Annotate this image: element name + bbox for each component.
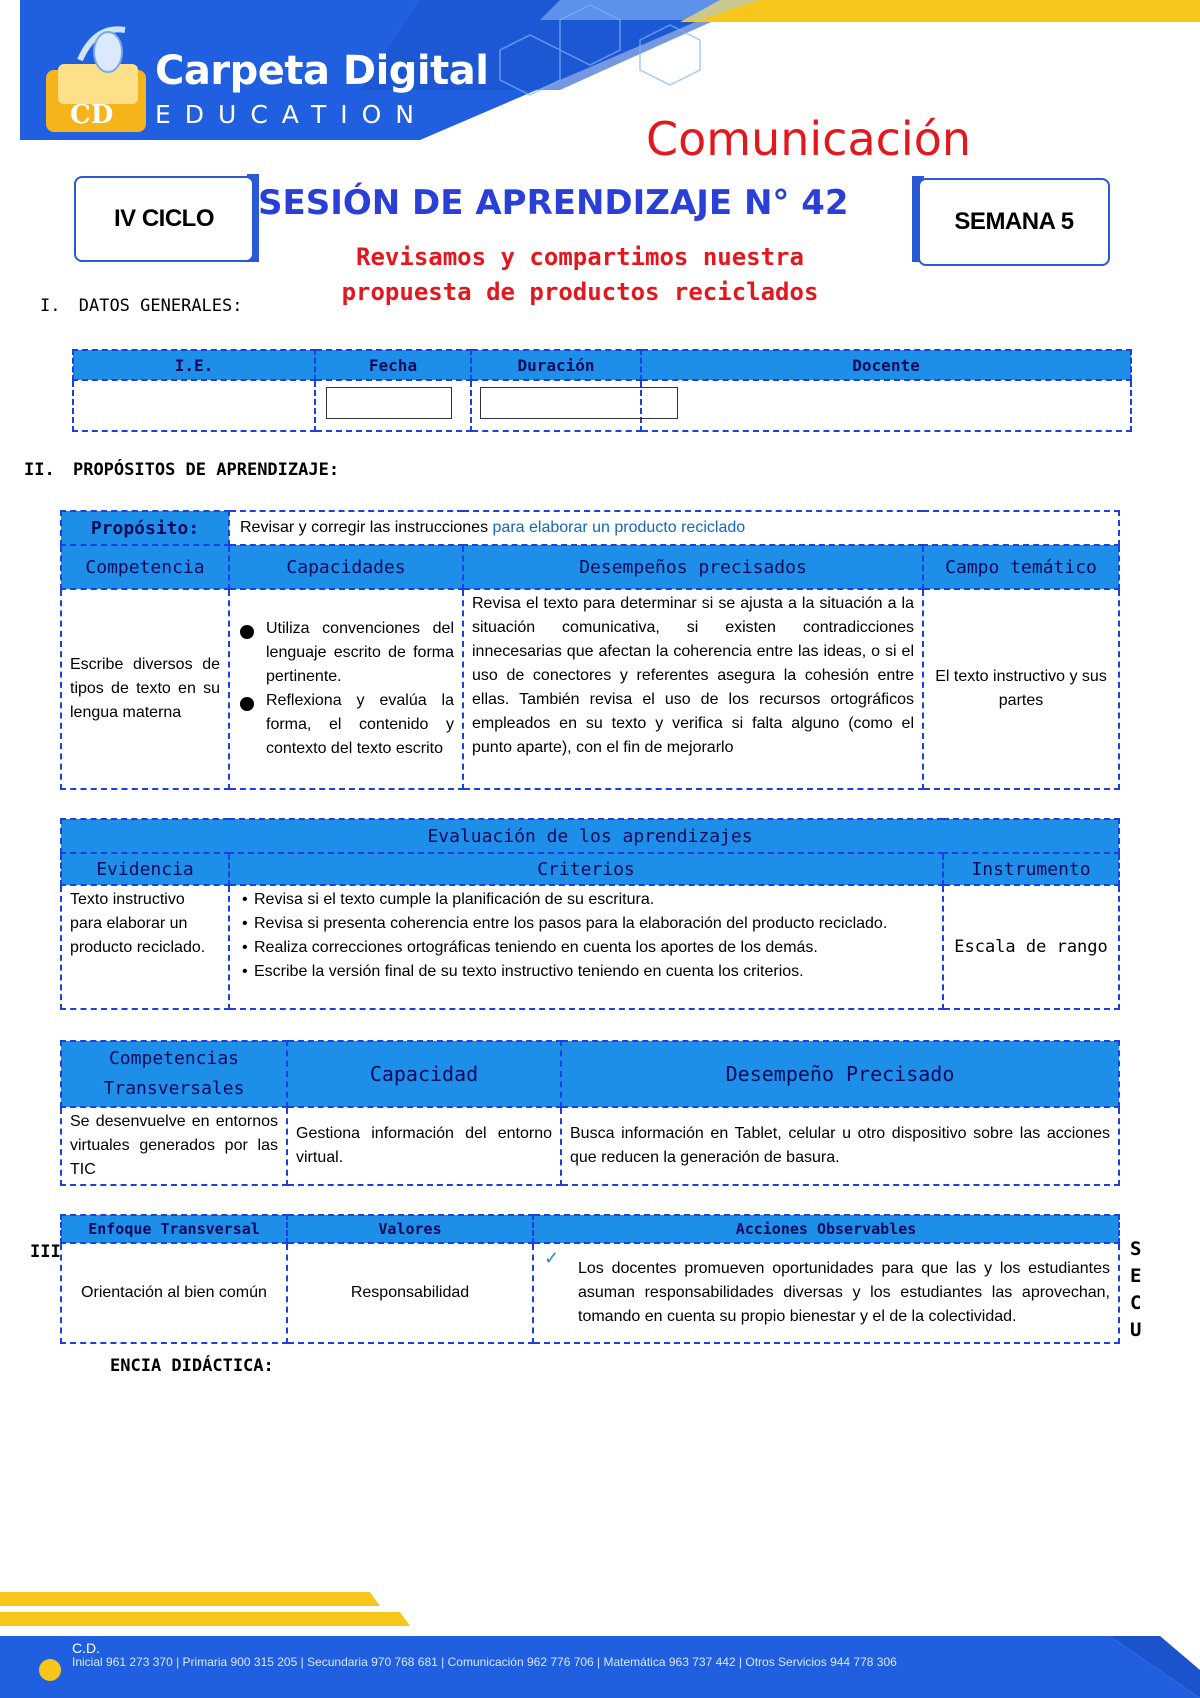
valor-cell: Responsabilidad bbox=[287, 1243, 533, 1343]
desempeno-cell: Revisa el texto para determinar si se ajusta a la situación a la situación comunicativa, si existen contradicciones innecesarias que afectan la coherencia entre las ideas, o si el uso de conectores y referentes asegura la cohesión entre ellas. También revisa el uso de los recursos ortográficos empleados en su texto y verifica si falta alguno (como el punto aparte), con el fin de mejorarlo bbox=[463, 589, 923, 789]
header-desempeno-precisado: Desempeño Precisado bbox=[561, 1041, 1119, 1107]
section-label: DATOS GENERALES: bbox=[78, 296, 243, 316]
competencia-transversal-cell: Se desenvuelve en entornos virtuales generados por las TIC bbox=[61, 1107, 287, 1185]
header-desempenos: Desempeños precisados bbox=[463, 545, 923, 589]
cycle-label: IV CICLO bbox=[113, 205, 214, 232]
logo-title: Carpeta Digital bbox=[155, 48, 489, 94]
instrumento-cell: Escala de rango bbox=[943, 885, 1119, 1009]
section-propositos bbox=[24, 460, 339, 480]
capacidad-cell: Gestiona información del entorno virtual. bbox=[287, 1107, 561, 1185]
footer-cd: C.D. bbox=[72, 1640, 100, 1656]
week-box bbox=[918, 178, 1110, 266]
header-capacidad: Capacidad bbox=[287, 1041, 561, 1107]
header-acciones-observables: Acciones Observables bbox=[533, 1215, 1119, 1243]
side-letter: C bbox=[1130, 1292, 1142, 1314]
criterios-list bbox=[238, 888, 934, 984]
duracion-field[interactable] bbox=[480, 387, 678, 419]
section-label: PROPÓSITOS DE APRENDIZAJE: bbox=[72, 460, 340, 480]
header-fecha: Fecha bbox=[315, 350, 471, 380]
check-icon: ✓ bbox=[544, 1248, 560, 1268]
capacidades-list bbox=[234, 617, 454, 761]
header-enfoque-transversal: Enfoque Transversal bbox=[61, 1215, 287, 1243]
fecha-cell bbox=[315, 380, 471, 431]
cycle-box bbox=[74, 176, 254, 262]
evaluacion-title: Evaluación de los aprendizajes bbox=[61, 819, 1119, 853]
transversales-table bbox=[60, 1040, 1120, 1186]
list-item: Utiliza convenciones del lenguaje escrito de forma pertinente. bbox=[234, 617, 454, 689]
list-item: Reflexiona y evalúa la forma, el contenido y contexto del texto escrito bbox=[234, 689, 454, 761]
header-criterios: Criterios bbox=[229, 853, 943, 885]
evidencia-cell: Texto instructivo para elaborar un producto reciclado. bbox=[61, 885, 229, 1009]
header-evidencia: Evidencia bbox=[61, 853, 229, 885]
side-letters bbox=[1130, 1236, 1141, 1344]
ie-field[interactable] bbox=[73, 380, 315, 431]
side-letter: S bbox=[1130, 1238, 1142, 1260]
header-instrumento: Instrumento bbox=[943, 853, 1119, 885]
list-item: • Revisa si el texto cumple la planificación de su escritura. bbox=[238, 888, 934, 912]
proposito-label: Propósito: bbox=[61, 511, 229, 545]
campo-cell: El texto instructivo y sus partes bbox=[923, 589, 1119, 789]
accion-text: Los docentes promueven oportunidades para que las y los estudiantes asuman responsabilidades diversas y los estudiantes las aprovechan, tomando en cuenta su propio bienestar y el de la colectividad. bbox=[578, 1260, 1110, 1325]
capacidades-cell bbox=[229, 589, 463, 789]
fecha-field[interactable] bbox=[326, 387, 452, 419]
accion-cell bbox=[533, 1243, 1119, 1343]
header-docente: Docente bbox=[641, 350, 1131, 380]
header-competencias-transversales: Competencias Transversales bbox=[61, 1041, 287, 1107]
list-item: • Revisa si presenta coherencia entre los pasos para la elaboración del producto reciclado. bbox=[238, 912, 934, 936]
desempeno-precisado-cell: Busca información en Tablet, celular u otro dispositivo sobre las acciones que reducen la generación de basura. bbox=[561, 1107, 1119, 1185]
logo-badge: CD bbox=[70, 100, 114, 130]
docente-field[interactable] bbox=[641, 380, 1131, 431]
header-ie: I.E. bbox=[73, 350, 315, 380]
evaluacion-table bbox=[60, 818, 1120, 1010]
list-item: • Realiza correcciones ortográficas teniendo en cuenta los aportes de los demás. bbox=[238, 936, 934, 960]
proposito-text bbox=[229, 511, 1119, 545]
enfoque-table bbox=[60, 1214, 1120, 1344]
proposito-table bbox=[60, 510, 1120, 790]
section-number: II. bbox=[24, 460, 55, 480]
header-capacidades: Capacidades bbox=[229, 545, 463, 589]
header-competencia: Competencia bbox=[61, 545, 229, 589]
competencia-cell: Escribe diversos de tipos de texto en su lengua materna bbox=[61, 589, 229, 789]
list-item: • Escribe la versión final de su texto instructivo teniendo en cuenta los criterios. bbox=[238, 960, 934, 984]
header-valores: Valores bbox=[287, 1215, 533, 1243]
subject-title: Comunicación bbox=[646, 112, 972, 166]
header-duracion: Duración bbox=[471, 350, 641, 380]
header-campo-tematico: Campo temático bbox=[923, 545, 1119, 589]
footer-banner bbox=[0, 1580, 1200, 1698]
proposito-text-highlight: para elaborar un producto reciclado bbox=[492, 519, 746, 536]
section-secuencia-label: ENCIA DIDÁCTICA: bbox=[110, 1356, 274, 1376]
week-label: SEMANA 5 bbox=[954, 208, 1074, 235]
side-letter: U bbox=[1130, 1319, 1142, 1341]
logo-subtitle: EDUCATION bbox=[155, 100, 428, 129]
session-title: SESIÓN DE APRENDIZAJE N° 42 bbox=[258, 183, 849, 223]
enfoque-cell: Orientación al bien común bbox=[61, 1243, 287, 1343]
section-number: I. bbox=[40, 296, 61, 316]
datos-table bbox=[72, 349, 1132, 432]
duracion-cell bbox=[471, 380, 641, 431]
side-letter: E bbox=[1130, 1265, 1142, 1287]
footer-contacts: Inicial 961 273 370 | Primaria 900 315 205 | Secundaria 970 768 681 | Comunicación 962 776 706 | Matemática 963 737 442 | Otros Servicios 944 778 306 bbox=[72, 1655, 897, 1669]
section-secuencia-number: III bbox=[30, 1242, 61, 1262]
section-datos-generales bbox=[40, 296, 243, 316]
session-subtitle: Revisamos y compartimos nuestra propuesta de productos reciclados bbox=[341, 243, 819, 306]
criterios-cell bbox=[229, 885, 943, 1009]
proposito-text-plain: Revisar y corregir las instrucciones bbox=[240, 519, 493, 536]
